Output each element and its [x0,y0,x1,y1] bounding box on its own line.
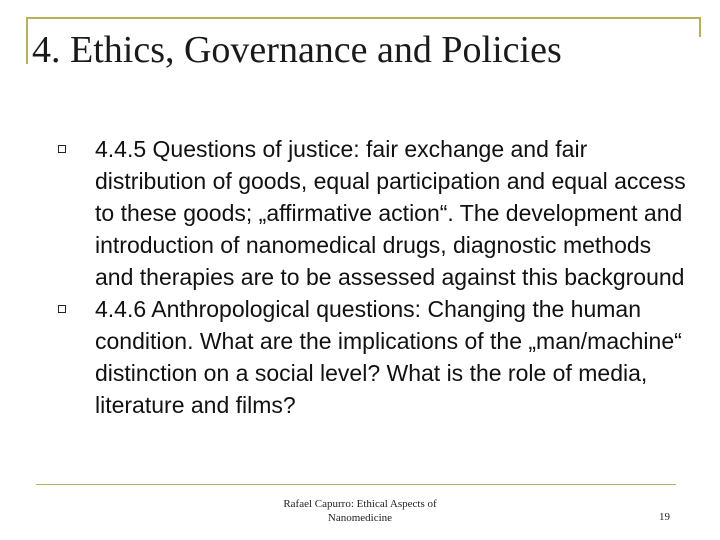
bullet-item [54,293,694,421]
bullet-item [54,133,694,293]
square-bullet-icon [58,305,66,313]
bullet-list [54,133,694,421]
title-frame-right-rule [699,17,701,37]
title-frame-left-rule [26,17,28,64]
square-bullet-icon [58,145,66,153]
footer-citation-line2: Nanomedicine [327,512,393,524]
footer-citation-line1: Rafael Capurro: Ethical Aspects of [283,498,437,510]
bullet-text: 4.4.5 Questions of justice: fair exchange and fair distribution of goods, equal participation and equal access to these goods; „affirmative action“. The development and introduction of nanomedical drugs, diagnostic methods and therapies are to be assessed against this background [95,136,686,290]
slide-title: 4. Ethics, Governance and Policies [32,29,562,71]
footer-rule [36,484,676,485]
page-number: 19 [659,511,670,523]
bullet-text: 4.4.6 Anthropological questions: Changing the human condition. What are the implications of the „man/machine“ distinction on a social level? What is the role of media, literature and films? [95,296,682,418]
title-frame-top-rule [26,17,701,19]
footer-citation [240,497,480,525]
